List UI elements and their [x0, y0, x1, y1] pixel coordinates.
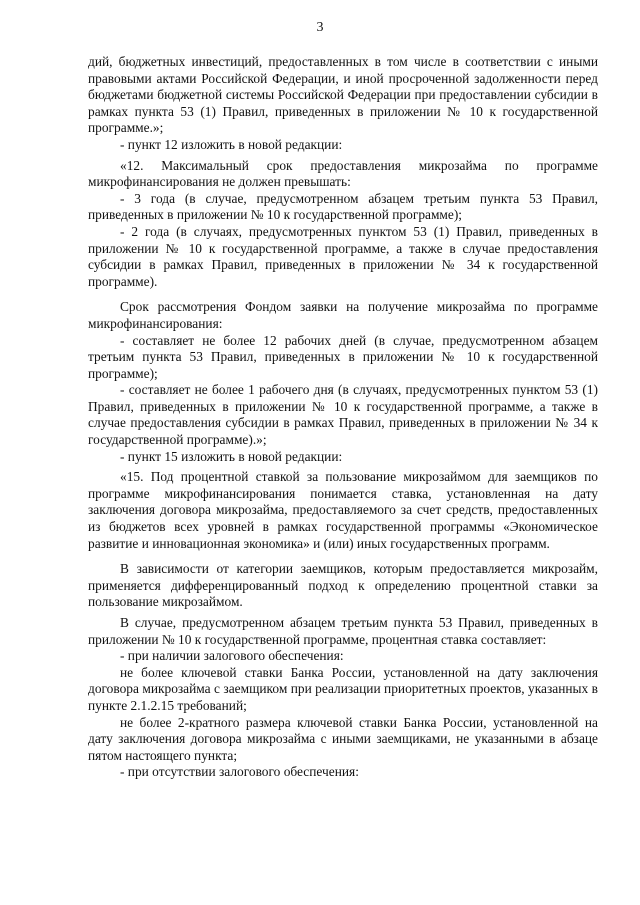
- paragraph-9: - пункт 15 изложить в новой редакции:: [120, 448, 343, 464]
- paragraph-16: - при отсутствии залогового обеспечения:: [120, 764, 359, 780]
- paragraph-14: не более ключевой ставки Банка России, установленной на дату заключения договора микрозайма с заемщиком при реализации приоритетных проектов, указанных в пункте 2.1.2.15 требований;: [88, 664, 598, 713]
- paragraph-4: - 3 года (в случае, предусмотренном абзацем третьим пункта 53 Правил, приведенных в приложении № 10 к государственной программе);: [88, 190, 598, 223]
- paragraph-2: - пункт 12 изложить в новой редакции:: [120, 136, 343, 152]
- paragraph-6: Срок рассмотрения Фондом заявки на получение микрозайма по программе микрофинансирования:: [88, 299, 598, 331]
- paragraph-8: - составляет не более 1 рабочего дня (в случаях, предусмотренных пунктом 53 (1) Правил, приведенных в приложении № 10 к государственной программе, а также в случае предоставления субсидии в рамках Правил, приведенных в приложении № 34 к государственной программе).»;: [88, 382, 598, 448]
- paragraph-15: не более 2-кратного размера ключевой ставки Банка России, установленной на дату заключения договора микрозайма с иными заемщиками, не указанными в абзаце пятом настоящего пункта;: [88, 714, 598, 763]
- paragraph-7: - составляет не более 12 рабочих дней (в случае, предусмотренном абзацем третьим пункта 53 Правил, приведенных в приложении № 10 к государственной программе);: [88, 332, 598, 381]
- paragraph-12: В случае, предусмотренном абзацем третьим пункта 53 Правил, приведенных в приложении № 10 к государственной программе, процентная ставка составляет:: [88, 615, 598, 647]
- paragraph-3: «12. Максимальный срок предоставления микрозайма по программе микрофинансирования не должен превышать:: [88, 157, 598, 190]
- paragraph-1: дий, бюджетных инвестиций, предоставленных в том числе в соответствии с иными правовыми актами Российской Федерации, и иной просроченной задолженности перед бюджетами бюджетной системы Российской Федерации при предоставлении субсидии в рамках пункта 53 (1) Правил, приведенных в приложении № 10 к государственной программе.»;: [88, 54, 598, 136]
- paragraph-5: - 2 года (в случаях, предусмотренных пунктом 53 (1) Правил, приведенных в приложении № 10 к государственной программе, а также в случае предоставления субсидии в рамках Правил, приведенных в приложении № 34 к государственной программе).: [88, 223, 598, 289]
- paragraph-11: В зависимости от категории заемщиков, которым предоставляется микрозайм, применяется дифференцированный подход к определению процентной ставки за пользование микрозаймом.: [88, 561, 598, 610]
- paragraph-10: «15. Под процентной ставкой за пользование микрозаймом для заемщиков по программе микрофинансирования понимается ставка, установленная на дату заключения договора микрозайма, предоставляемого за счет средств, предоставленных из бюджетов всех уровней в рамках государственной программы «Экономическое развитие и инновационная экономика» и (или) иных государственных программ.: [88, 469, 598, 551]
- paragraph-13: - при наличии залогового обеспечения:: [120, 648, 344, 664]
- document-body: [88, 54, 598, 781]
- page-number: 3: [316, 20, 324, 35]
